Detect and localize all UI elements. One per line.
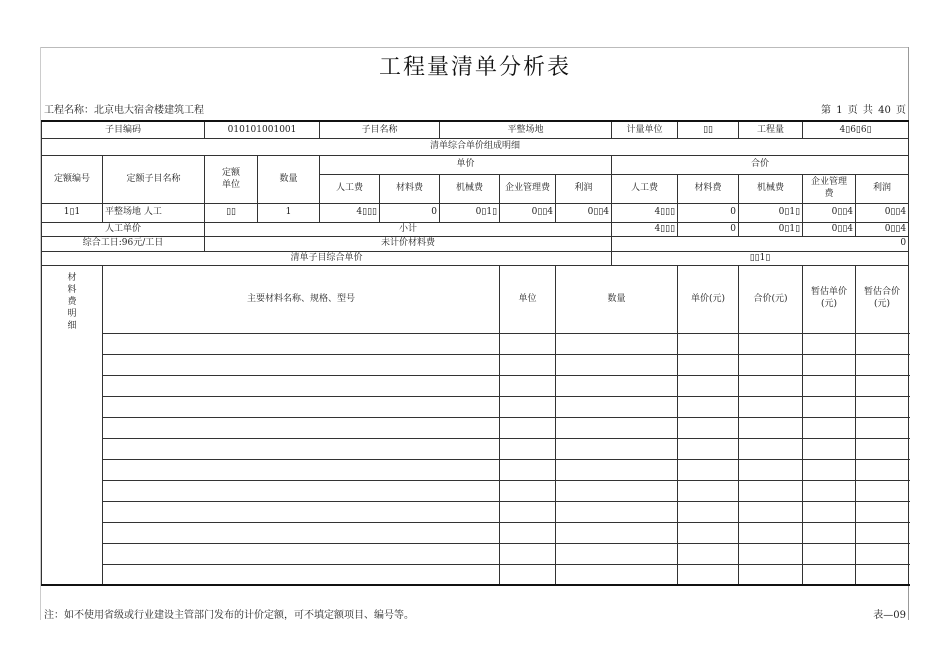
item-code-label: 子目编码	[42, 121, 205, 138]
item-name-label: 子目名称	[320, 121, 440, 138]
workday-label: 综合工日:96元/工日	[42, 236, 205, 251]
subtotal-label: 小计	[205, 222, 612, 236]
material-row	[42, 333, 909, 354]
section-title: 清单综合单价组成明细	[42, 138, 909, 155]
material-row	[42, 522, 909, 543]
subtotal-row	[42, 222, 909, 236]
detail-t-mgmt: 0▯▯4	[803, 203, 856, 222]
material-row	[42, 480, 909, 501]
col-u-machine: 机械费	[440, 174, 500, 203]
col-t-labor: 人工费	[612, 174, 678, 203]
detail-u-material: 0	[380, 203, 440, 222]
bill-analysis-table	[41, 120, 909, 586]
unit-value: ▯▯	[678, 121, 739, 138]
detail-t-material: 0	[678, 203, 739, 222]
project-name: 工程名称：北京电大宿舍楼建筑工程	[44, 105, 204, 116]
col-total-price: 合价	[612, 155, 909, 174]
col-quota-name: 定额子目名称	[103, 155, 205, 203]
material-col-est-total: 暂估合价(元)	[856, 265, 909, 333]
detail-t-machine: 0▯1▯	[739, 203, 803, 222]
material-row	[42, 375, 909, 396]
material-row	[42, 564, 909, 585]
page-indicator: 第 1 页 共 40 页	[821, 105, 906, 116]
col-u-material: 材料费	[380, 174, 440, 203]
item-header-row	[42, 121, 909, 138]
composite-price-label: 清单子目综合单价	[42, 251, 612, 265]
footnote: 注：如不使用省级或行业建设主管部门发布的计价定额，可不填定额项目、编号等。	[44, 610, 414, 621]
col-t-machine: 机械费	[739, 174, 803, 203]
col-quantity: 数量	[258, 155, 320, 203]
subtotal-labor: 4▯▯▯	[612, 222, 678, 236]
detail-t-labor: 4▯▯▯	[612, 203, 678, 222]
material-col-name-spec: 主要材料名称、规格、型号	[103, 265, 500, 333]
subtotal-profit: 0▯▯4	[856, 222, 909, 236]
page-title: 工程量清单分析表	[378, 55, 571, 80]
material-detail-side-label: 材料费明细	[42, 265, 103, 585]
composite-price-row	[42, 251, 909, 265]
col-t-material: 材料费	[678, 174, 739, 203]
detail-name: 平整场地 人工	[103, 203, 205, 222]
unit-label: 计量单位	[612, 121, 678, 138]
material-col-unit-price: 单价(元)	[678, 265, 739, 333]
subtotal-machine: 0▯1▯	[739, 222, 803, 236]
col-u-profit: 利润	[556, 174, 612, 203]
unpriced-material-row	[42, 236, 909, 251]
detail-unit: ▯▯	[205, 203, 258, 222]
material-header-row	[42, 265, 909, 333]
detail-u-machine: 0▯1▯	[440, 203, 500, 222]
material-row	[42, 396, 909, 417]
subtotal-material: 0	[678, 222, 739, 236]
unpriced-material-value: 0	[612, 236, 909, 251]
sheet-top-border	[40, 47, 908, 48]
material-col-qty: 数量	[556, 265, 678, 333]
labor-unit-price-label: 人工单价	[42, 222, 205, 236]
col-quota-unit: 定额单位	[205, 155, 258, 203]
detail-row	[42, 203, 909, 222]
col-u-mgmt: 企业管理费	[500, 174, 556, 203]
item-name-value: 平整场地	[440, 121, 612, 138]
col-t-profit: 利润	[856, 174, 909, 203]
composite-price-value: ▯▯1▯	[612, 251, 909, 265]
quantity-label: 工程量	[739, 121, 803, 138]
material-col-est-unit-price: 暂估单价(元)	[803, 265, 856, 333]
item-code-value: 010101001001	[205, 121, 320, 138]
material-row	[42, 438, 909, 459]
detail-t-profit: 0▯▯4	[856, 203, 909, 222]
material-row	[42, 543, 909, 564]
detail-u-profit: 0▯▯4	[556, 203, 612, 222]
col-quota-code: 定额编号	[42, 155, 103, 203]
unpriced-material-label: 未计价材料费	[205, 236, 612, 251]
detail-qty: 1	[258, 203, 320, 222]
quantity-value: 4▯6▯6▯	[803, 121, 909, 138]
col-unit-price: 单价	[320, 155, 612, 174]
detail-u-mgmt: 0▯▯4	[500, 203, 556, 222]
material-row	[42, 354, 909, 375]
material-col-unit: 单位	[500, 265, 556, 333]
detail-u-labor: 4▯▯▯	[320, 203, 380, 222]
material-row	[42, 501, 909, 522]
col-t-mgmt: 企业管理费	[803, 174, 856, 203]
col-u-labor: 人工费	[320, 174, 380, 203]
material-row	[42, 459, 909, 480]
material-row	[42, 417, 909, 438]
form-number: 表—09	[873, 610, 906, 621]
material-col-total: 合价(元)	[739, 265, 803, 333]
section-title-row	[42, 138, 909, 155]
detail-code: 1▯1	[42, 203, 103, 222]
column-header-row-1	[42, 155, 909, 174]
subtotal-mgmt: 0▯▯4	[803, 222, 856, 236]
